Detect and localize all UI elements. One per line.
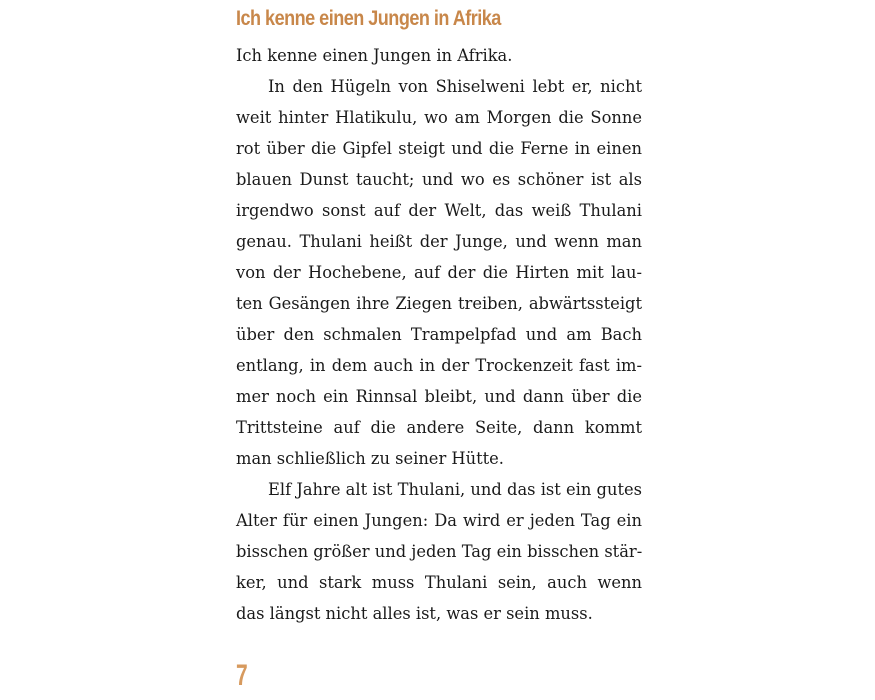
text-line: über den schmalen Trampelpfad und am Bach [236,325,642,344]
text-line: Trittsteine auf die andere Seite, dann kommt [236,418,642,437]
text-line: irgendwo sonst auf der Welt, das weiß Thulani [236,201,642,220]
text-line: Alter für einen Jungen: Da wird er jeden Tag ein [236,511,642,530]
book-page [236,0,642,700]
page-number: 7 [236,659,248,692]
paragraph-3 [236,474,642,629]
body-text [236,40,642,629]
text-line: entlang, in dem auch in der Trockenzeit fast im- [236,356,642,375]
text-line: man schließlich zu seiner Hütte. [236,449,504,468]
text-line: In den Hügeln von Shiselweni lebt er, nicht [268,77,642,96]
text-line: genau. Thulani heißt der Junge, und wenn man [236,232,642,251]
text-line: blauen Dunst taucht; und wo es schöner ist als [236,170,642,189]
paragraph-2 [236,71,642,474]
text-line: von der Hochebene, auf der die Hirten mit lau- [236,263,642,282]
text-line: Elf Jahre alt ist Thulani, und das ist ein gutes [268,480,642,499]
text-line: mer noch ein Rinnsal bleibt, und dann über die [236,387,642,406]
text-line: weit hinter Hlatikulu, wo am Morgen die Sonne [236,108,642,127]
text-line: ten Gesängen ihre Ziegen treiben, abwärtssteigt [236,294,642,313]
text-line: ker, und stark muss Thulani sein, auch wenn [236,573,642,592]
text-line: bisschen größer und jeden Tag ein bisschen stär- [236,542,643,561]
paragraph-1 [236,40,642,71]
text-line: Ich kenne einen Jungen in Afrika. [236,46,513,65]
text-line: das längst nicht alles ist, was er sein muss. [236,604,593,623]
chapter-title: Ich kenne einen Jungen in Afrika [236,7,501,30]
text-line: rot über die Gipfel steigt und die Ferne in einen [236,139,642,158]
